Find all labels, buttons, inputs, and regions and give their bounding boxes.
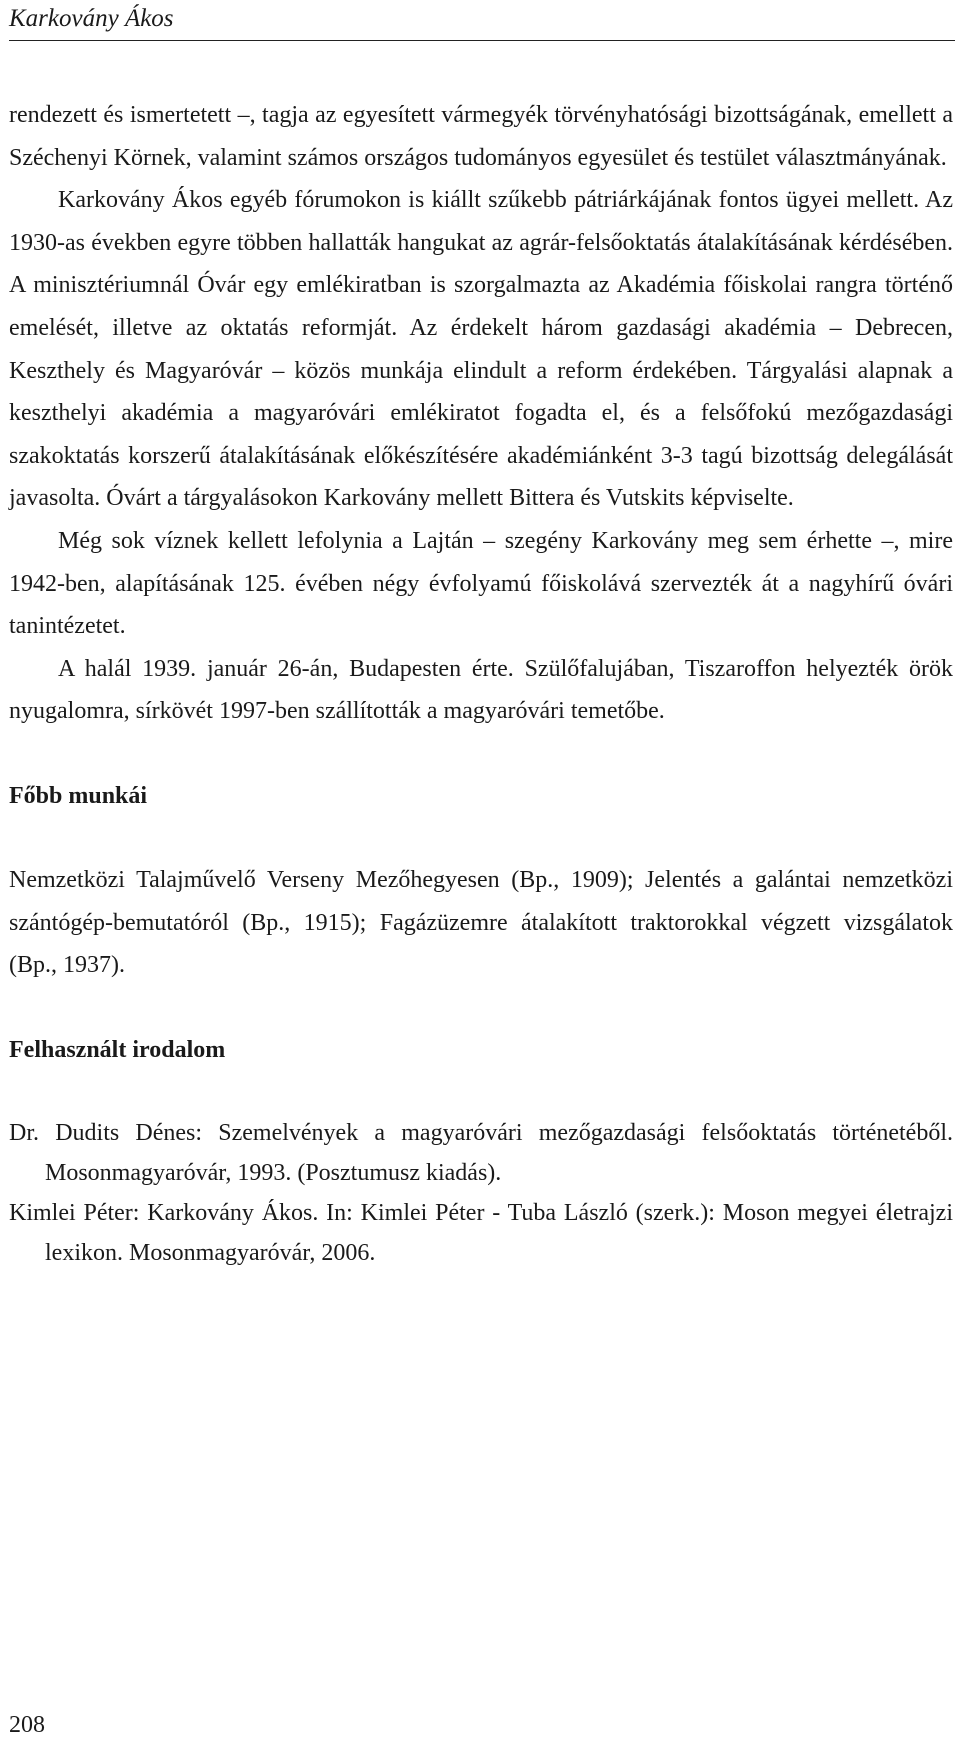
literature-heading: Felhasznált irodalom [9, 1036, 226, 1063]
body-paragraph: Karkovány Ákos egyéb fórumokon is kiállt szűkebb pátriárkájának fontos ügyei mellett. Az 1930-as években egyre többen hallatták hangukat az agrár-felsőoktatás átalakításának kérdésében. A minisztériumnál Óvár egy emlékiratban is szorgalmazta az Akadémia főiskolai rangra történő emelését, illetve az oktatás reformját. Az érdekelt három gazdasági akadémia – Debrecen, Keszthely és Magyaróvár – közös munkája elindult a reform érdekében. Tárgyalási alapnak a keszthelyi akadémia a magyaróvári emlékiratot fogadta el, és a felsőfokú mezőgazdasági szakoktatás korszerű átalakításának előkészítésére akadémiánként 3-3 tagú bizottság delegálását javasolta. Óvárt a tárgyalásokon Karkovány mellett Bittera és Vutskits képviselte. [9, 187, 953, 512]
literature-item: Kimlei Péter: Karkovány Ákos. In: Kimlei Péter - Tuba László (szerk.): Moson megyei életrajzi lexikon. Mosonmagyaróvár, 2006. [9, 1199, 953, 1266]
running-header-title: Karkovány Ákos [9, 5, 174, 32]
body-paragraph: Még sok víznek kellett lefolynia a Lajtán – szegény Karkovány meg sem érhette –, mire 1942-ben, alapításának 125. évében négy évfolyamú főiskolává szervezték át a nagyhírű óvári tanintézetet. [9, 527, 953, 640]
body-paragraph: A halál 1939. január 26-án, Budapesten érte. Szülőfalujában, Tiszaroffon helyezték örök nyugalomra, sírkövét 1997-ben szállították a magyaróvári temetőbe. [9, 655, 953, 725]
literature-list [9, 1113, 953, 1273]
page-body [9, 94, 953, 1273]
works-heading: Főbb munkái [9, 782, 148, 809]
literature-item: Dr. Dudits Dénes: Szemelvények a magyaróvári mezőgazdasági felsőoktatás történetéből. Mosonmagyaróvár, 1993. (Posztumusz kiadás). [9, 1119, 953, 1186]
works-list: Nemzetközi Talajművelő Verseny Mezőhegyesen (Bp., 1909); Jelentés a galántai nemzetközi szántógép-bemutatóról (Bp., 1915); Fagázüzemre átalakított traktorokkal végzett vizsgálatok (Bp., 1937). [9, 866, 953, 979]
body-paragraph: rendezett és ismertetett –, tagja az egyesített vármegyék törvényhatósági bizottságának, emellett a Széchenyi Körnek, valamint számos országos tudományos egyesület és testület választmányának. [9, 102, 953, 171]
page-number: 208 [9, 1712, 45, 1738]
running-header [9, 0, 955, 41]
